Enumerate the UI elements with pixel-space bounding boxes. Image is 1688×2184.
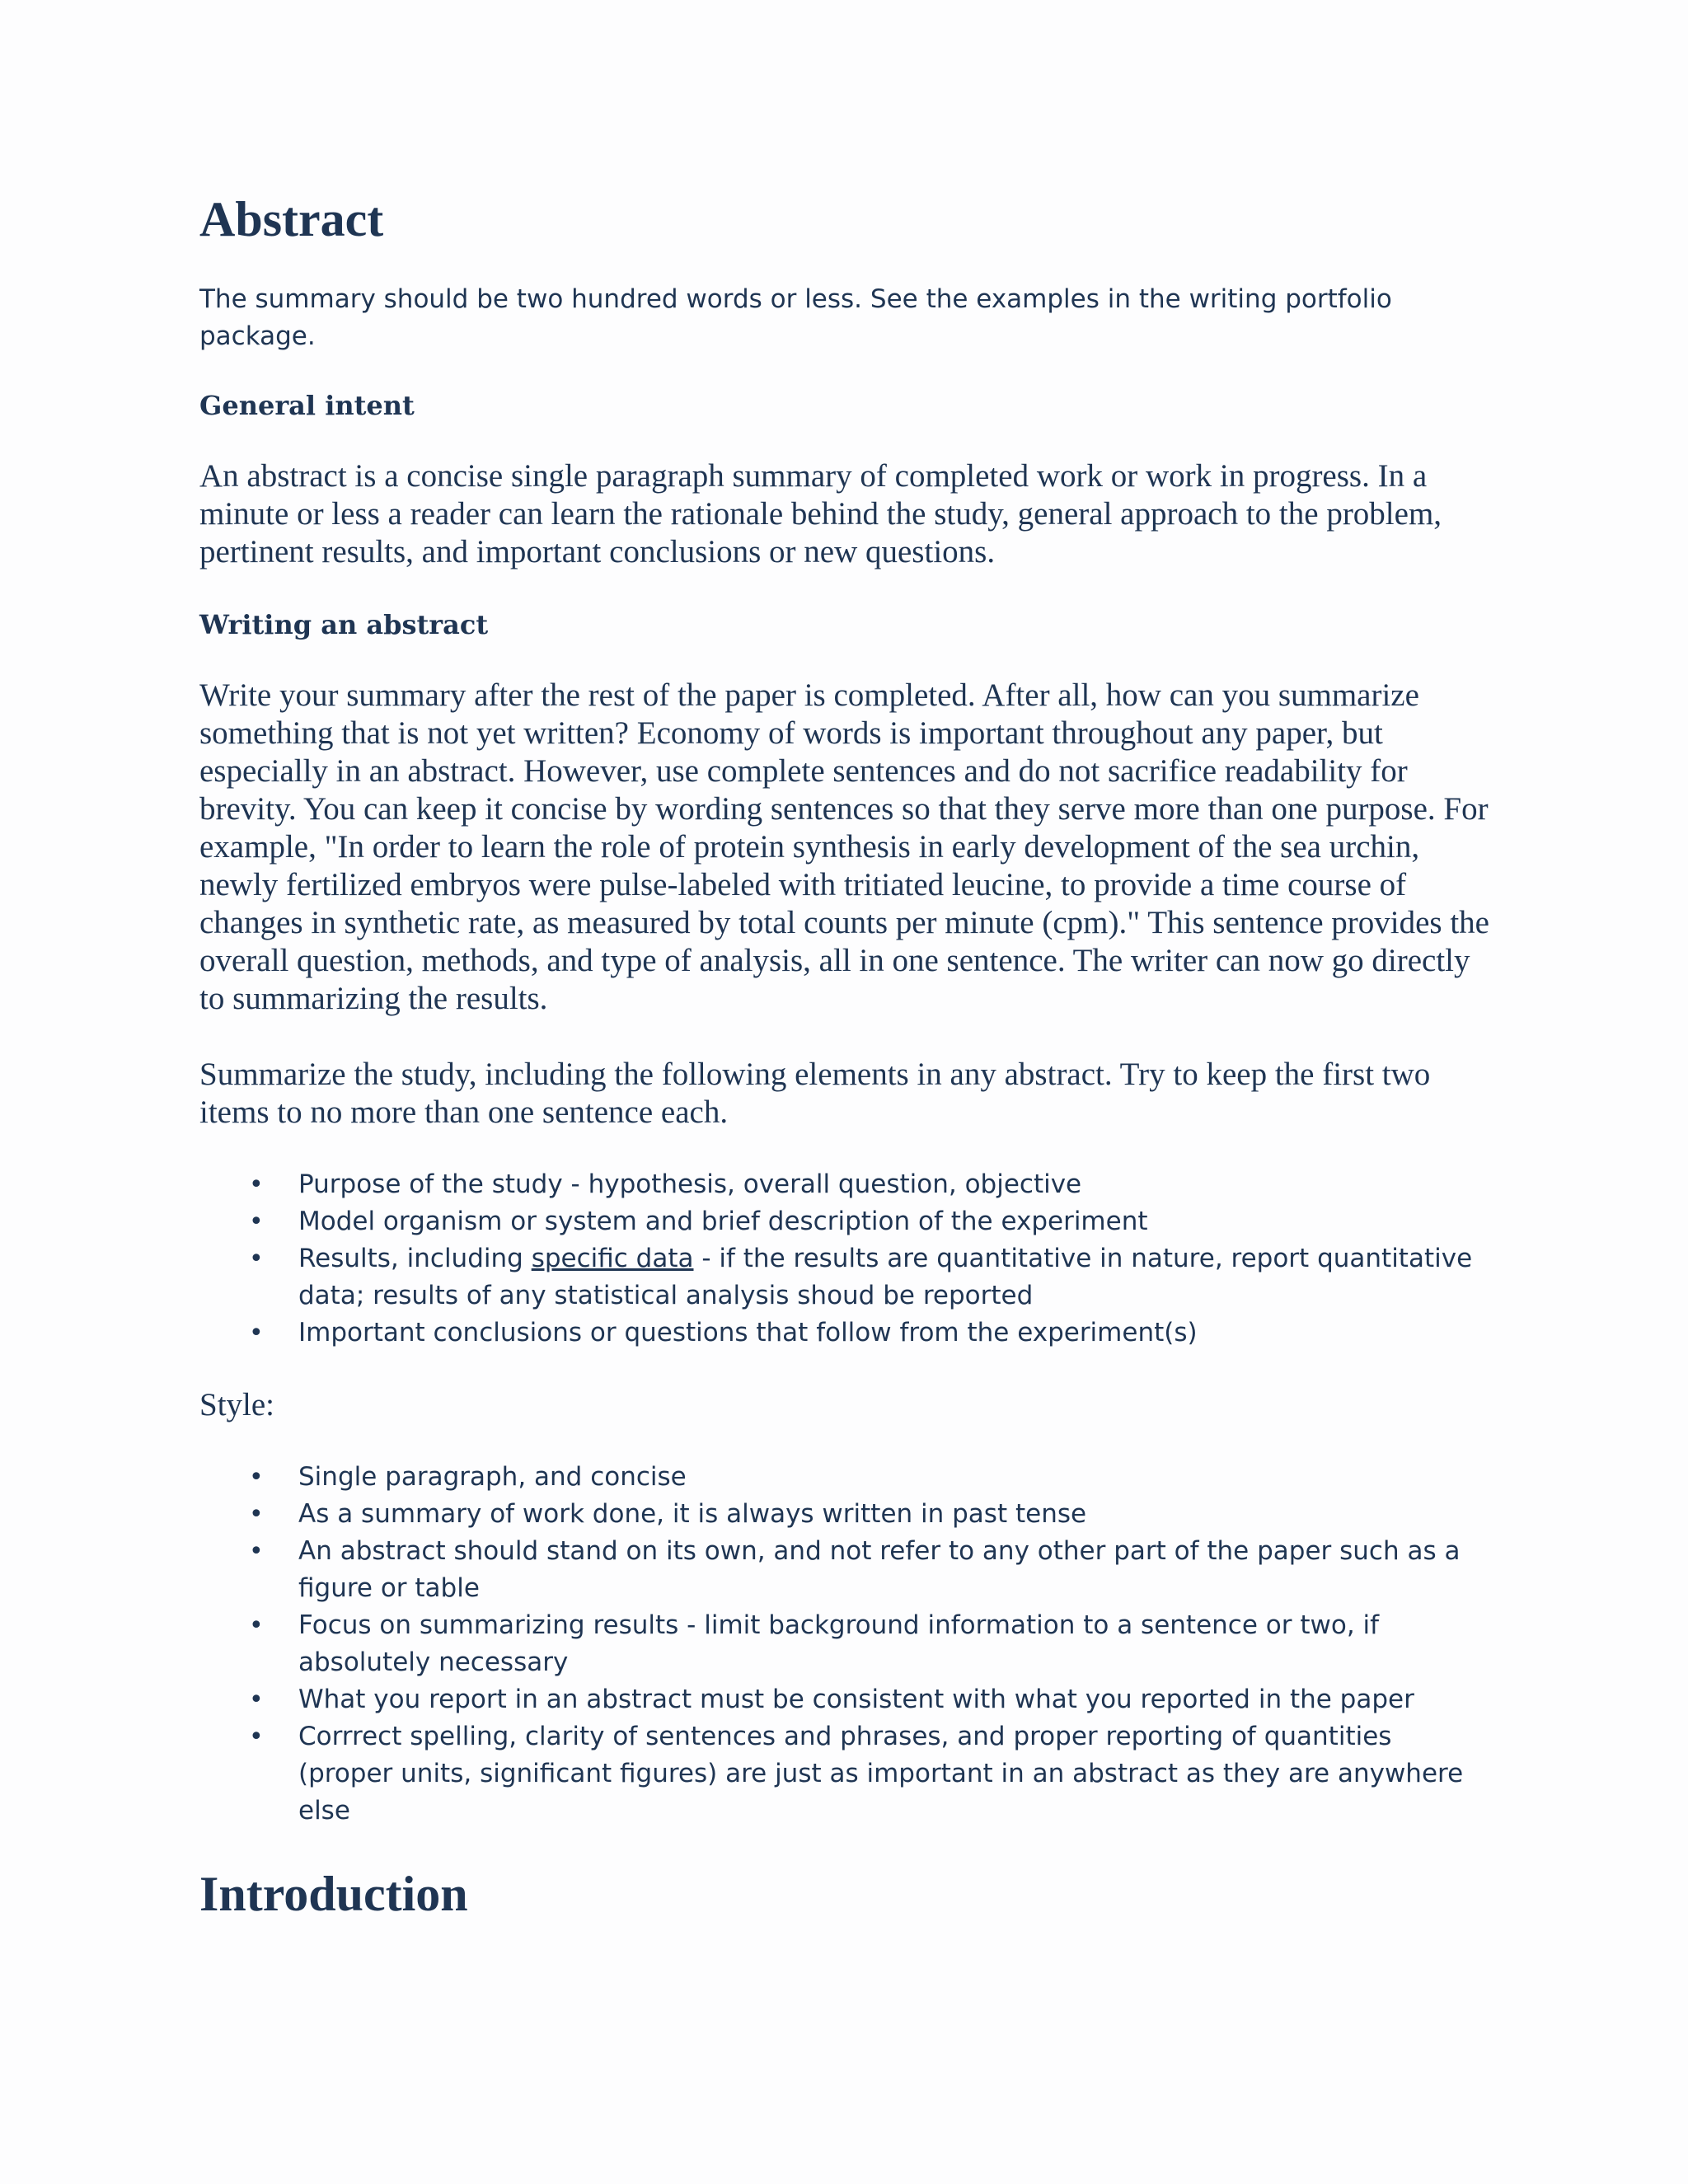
list-item-text: An abstract should stand on its own, and not refer to any other part of the paper such as a figure or table xyxy=(298,1536,1461,1603)
style-list xyxy=(199,1459,1490,1830)
list-item-text-start: Results, including xyxy=(298,1244,532,1273)
list-item-text: Focus on summarizing results - limit background information to a sentence or two, if absolutely necessary xyxy=(298,1610,1380,1677)
summarize-elements-paragraph: Summarize the study, including the following elements in any abstract. Try to keep the first two items to no more than one sentence each. xyxy=(199,1057,1431,1130)
writing-abstract-paragraph: Write your summary after the rest of the paper is completed. After all, how can you summarize something that is not yet written? Economy of words is important throughout any paper, but especially in an abstract. However, use complete sentences and do not sacrifice readability for brevity. You can keep it concise by wording sentences so that they serve more than one purpose. For example, "In order to learn the role of protein synthesis in early development of the sea urchin, newly fertilized embryos were pulse-labeled with tritiated leucine, to provide a time course of changes in synthetic rate, as measured by total counts per minute (cpm)." This sentence provides the overall question, methods, and type of analysis, all in one sentence. The writer can now go directly to summarizing the results. xyxy=(199,677,1489,1016)
style-heading: Style: xyxy=(199,1387,275,1422)
bullet-icon: • xyxy=(249,1244,264,1273)
abstract-heading: Abstract xyxy=(199,192,384,246)
list-item xyxy=(199,1166,1490,1203)
specific-data-link[interactable]: specific data xyxy=(531,1244,694,1273)
list-item-text: Model organism or system and brief description of the experiment xyxy=(298,1207,1148,1236)
list-item xyxy=(199,1315,1490,1352)
list-item xyxy=(199,1718,1490,1830)
list-item xyxy=(199,1681,1490,1718)
bullet-icon: • xyxy=(249,1611,264,1640)
list-item xyxy=(199,1459,1490,1496)
list-item xyxy=(199,1533,1490,1607)
list-item-text: Single paragraph, and concise xyxy=(298,1462,687,1492)
abstract-length-note: The summary should be two hundred words or less. See the examples in the writing portfolio package. xyxy=(199,284,1392,351)
list-item-text: As a summary of work done, it is always written in past tense xyxy=(298,1499,1087,1529)
bullet-icon: • xyxy=(249,1722,264,1751)
bullet-icon: • xyxy=(249,1685,264,1714)
list-item xyxy=(199,1607,1490,1681)
list-item-text: Purpose of the study - hypothesis, overall question, objective xyxy=(298,1169,1082,1199)
list-item xyxy=(199,1496,1490,1533)
list-item-text: Important conclusions or questions that follow from the experiment(s) xyxy=(298,1318,1198,1347)
list-item-text-end: - if the results are quantitative in nature, report quantitative data; results of any statistical analysis shoud be reported xyxy=(298,1244,1473,1310)
list-item-text: Corrrect spelling, clarity of sentences and phrases, and proper reporting of quantities (proper units, significant figures) are just as important in an abstract as they are anywhere else xyxy=(298,1722,1464,1825)
writing-abstract-heading: Writing an abstract xyxy=(199,609,489,640)
bullet-icon: • xyxy=(249,1463,264,1492)
introduction-heading: Introduction xyxy=(199,1867,468,1921)
bullet-icon: • xyxy=(249,1319,264,1347)
bullet-icon: • xyxy=(249,1500,264,1529)
general-intent-heading: General intent xyxy=(199,390,415,421)
bullet-icon: • xyxy=(249,1537,264,1566)
bullet-icon: • xyxy=(249,1170,264,1199)
abstract-elements-list xyxy=(199,1166,1490,1352)
list-item xyxy=(199,1203,1490,1240)
bullet-icon: • xyxy=(249,1207,264,1236)
general-intent-paragraph: An abstract is a concise single paragraph summary of completed work or work in progress. In a minute or less a reader can learn the rationale behind the study, general approach to the problem, pertinent results, and important conclusions or new questions. xyxy=(199,458,1442,569)
list-item xyxy=(199,1240,1490,1315)
list-item-text: What you report in an abstract must be consistent with what you reported in the paper xyxy=(298,1685,1414,1714)
